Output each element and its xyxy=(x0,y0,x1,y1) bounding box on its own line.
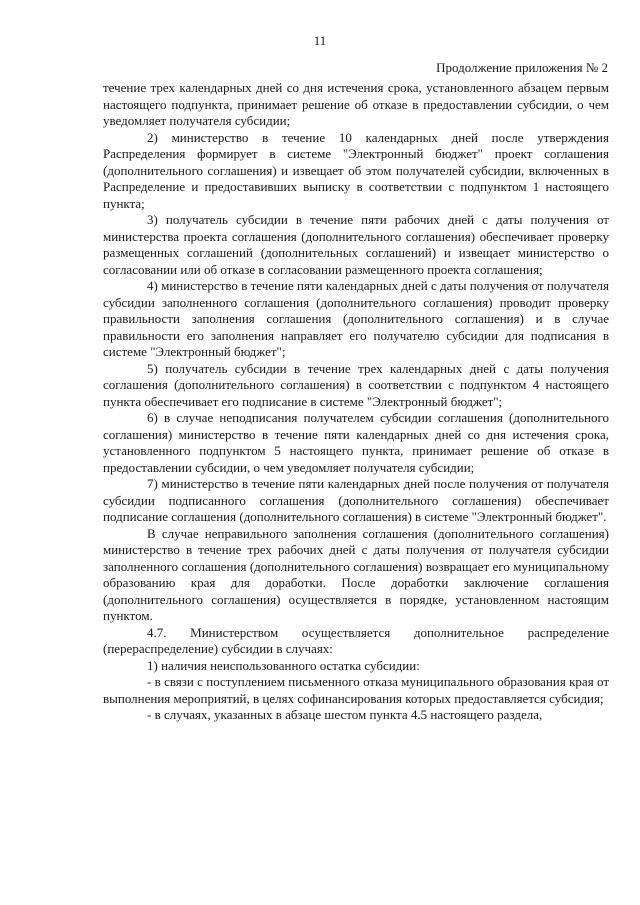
paragraph-sub-1: 1) наличия неиспользованного остатка субсидии: xyxy=(147,657,420,673)
paragraph-item-4: 4) министерство в течение пяти календарных дней с даты получения от получателя субсидии заполненного соглашения (дополнительного соглашения) проводит проверку правильности заполнения соглашения (дополнительного соглашения) и в случае правильности его заполнения направляет его получателю субсидии для подписания в системе "Электронный бюджет"; xyxy=(103,278,609,359)
appendix-continuation-label: Продолжение приложения № 2 xyxy=(436,60,608,75)
paragraph-item-6: 6) в случае неподписания получателем субсидии соглашения (дополнительного соглашения) министерство в течение пяти календарных дней со дня истечения срока, установленного подпунктом 5 настоящего пункта, принимает решение об отказе в предоставлении субсидии, о чем уведомляет получателя субсидии; xyxy=(103,410,609,475)
paragraph-dash-2: - в случаях, указанных в абзаце шестом пункта 4.5 настоящего раздела, xyxy=(147,707,543,722)
paragraph-item-5: 5) получатель субсидии в течение трех календарных дней с даты получения соглашения (дополнительного соглашения) в соответствии с подпунктом 4 настоящего пункта обеспечивает его подписание в системе "Электронный бюджет"; xyxy=(103,360,609,409)
paragraph-continuation: течение трех календарных дней со дня истечения срока, установленного абзацем первым настоящего подпункта, принимает решение об отказе в предоставлении субсидии, о чем уведомляет получателя субсидии; xyxy=(103,80,609,128)
paragraph-section-4-7: 4.7. Министерством осуществляется дополнительное распределение (перераспределение) субсидии в случаях: xyxy=(103,624,609,656)
paragraph-incorrect-filling: В случае неправильного заполнения соглашения (дополнительного соглашения) министерство в течение трех рабочих дней с даты получения от получателя субсидии заполненного соглашения (дополнительного соглашения) возвращает его муниципальному образованию края для доработки. После доработки заключение соглашения (дополнительного соглашения) осуществляется в порядке, установленном настоящим пунктом. xyxy=(103,525,609,623)
document-body xyxy=(103,80,609,724)
paragraph-item-2: 2) министерство в течение 10 календарных дней после утверждения Распределения формирует в системе "Электронный бюджет" проект соглашения (дополнительного соглашения) и извещает об этом получателей субсидии, включенных в Распределение и предоставивших выписку в соответствии с подпунктом 1 настоящего пункта; xyxy=(103,129,609,211)
paragraph-item-3: 3) получатель субсидии в течение пяти рабочих дней с даты получения от министерства проекта соглашения (дополнительного соглашения) обеспечивает проверку размещенных соглашений (дополнительных соглашений) и извещает министерство о согласовании или об отказе в согласовании размещенного проекта соглашения; xyxy=(103,212,609,277)
page-number: 11 xyxy=(313,33,327,48)
paragraph-dash-1: - в связи с поступлением письменного отказа муниципального образования края от выполнения мероприятий, в целях софинансирования которых предоставляется субсидия; xyxy=(103,674,609,706)
paragraph-item-7: 7) министерство в течение пяти календарных дней после получения от получателя субсидии подписанного соглашения (дополнительного соглашения) обеспечивает подписание соглашения (дополнительного соглашения) в системе "Электронный бюджет". xyxy=(103,476,609,524)
